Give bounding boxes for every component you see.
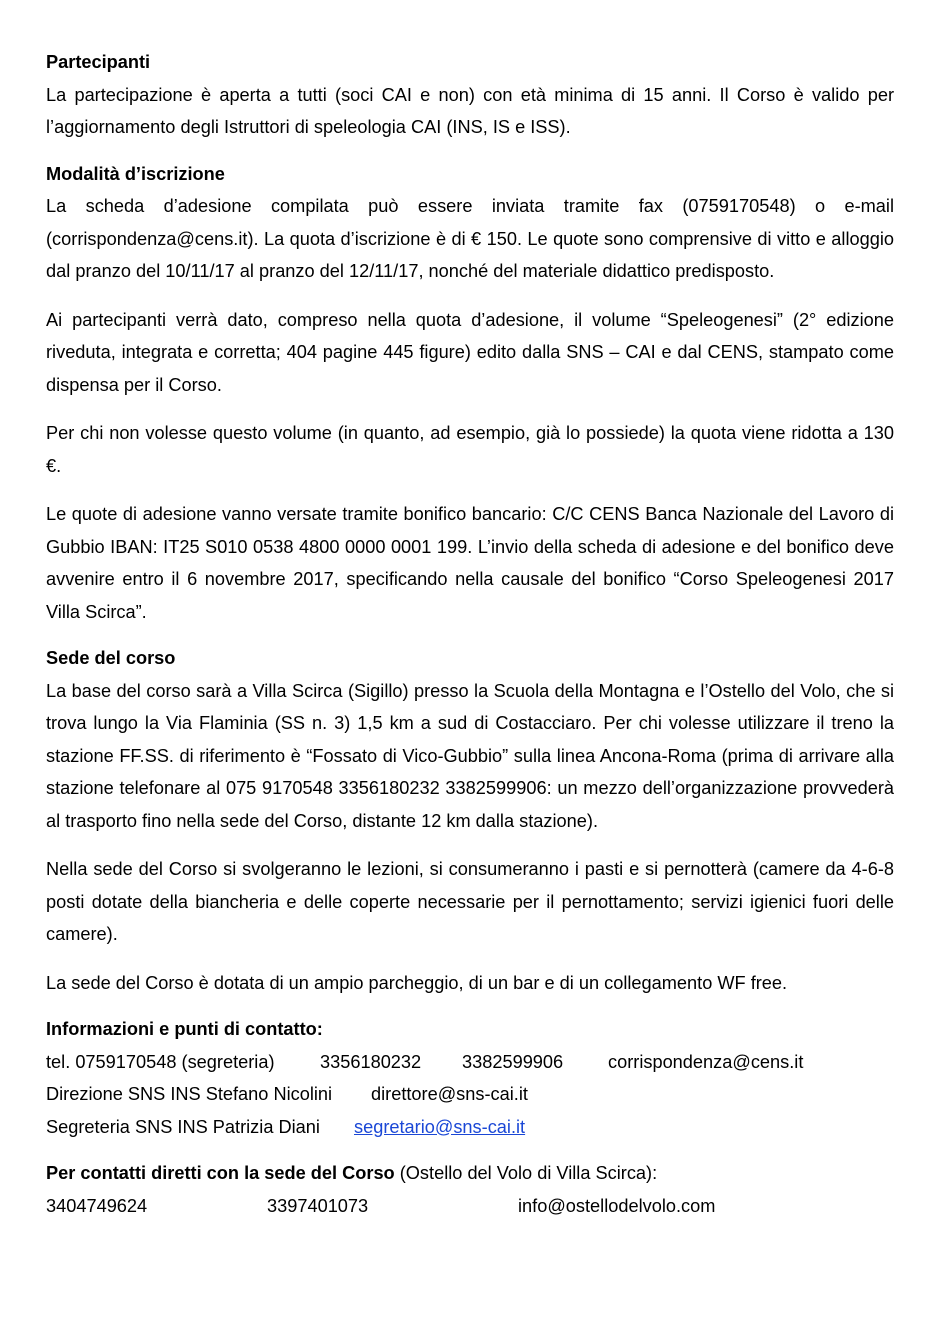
ostello-phone-2: 3397401073 [267,1195,369,1216]
spacer [46,837,894,853]
phone-mobile-1: 3356180232 [320,1051,422,1072]
spacer [46,1143,894,1157]
document-page [46,46,894,1222]
contact-row-ostello [46,1190,894,1223]
contatti-diretti-bold: Per contatti diretti con la sede del Corso [46,1163,395,1183]
modalita-paragraph-4: Le quote di adesione vanno versate tramite bonifico bancario: C/C CENS Banca Nazionale del Lavoro di Gubbio IBAN: IT25 S010 0538 4800 0000 0001 199. L’invio della scheda di adesione e del bonifico deve avvenire entro il 6 novembre 2017, specificando nella causale del bonifico “Corso Speleogenesi 2017 Villa Scirca”. [46,504,894,622]
spacer [46,288,894,304]
spacer [46,951,894,967]
direzione-label: Direzione SNS INS Stefano Nicolini [46,1084,333,1104]
modalita-paragraph-3: Per chi non volesse questo volume (in quanto, ad esempio, già lo possiede) la quota viene ridotta a 130 €. [46,423,894,476]
contact-row-direzione [46,1078,894,1111]
sede-paragraph-1: La base del corso sarà a Villa Scirca (Sigillo) presso la Scuola della Montagna e l’Ostello del Volo, che si trova lungo la Via Flaminia (SS n. 3) 1,5 km a sud di Costacciaro. Per chi volesse utilizzare il treno la stazione FF.SS. di riferimento è “Fossato di Vico-Gubbio” sulla linea Ancona-Roma (prima di arrivare alla stazione telefonare al 075 9170548 3356180232 3382599906: un mezzo dell’organizzazione provvederà al trasporto fino nella sede del Corso, distante 12 km dalla stazione). [46,680,894,831]
spacer [46,482,894,498]
email-direttore[interactable]: direttore@sns-cai.it [371,1084,528,1104]
modalita-paragraph-2: Ai partecipanti verrà dato, compreso nella quota d’adesione, il volume “Speleogenesi” (2° edizione riveduta, integrata e corretta; 404 pagine 445 figure) edito dalla SNS – CAI e dal CENS, stampato come dispensa per il Corso. [46,309,894,395]
sede-paragraph-2: Nella sede del Corso si svolgeranno le lezioni, si consumeranno i pasti e si pernotterà (camere da 4-6-8 posti dotate della biancheria e delle coperte necessarie per il pernottamento; servizi igienici fuori delle camere). [46,859,894,944]
ostello-phone-1: 3404749624 [46,1195,148,1216]
spacer [46,628,894,642]
email-ostello[interactable]: info@ostellodelvolo.com [518,1195,716,1216]
contatti-diretti-rest: (Ostello del Volo di Villa Scirca): [394,1163,658,1183]
phone-segreteria: tel. 0759170548 (segreteria) [46,1051,275,1072]
spacer [46,999,894,1013]
modalita-paragraph-1: La scheda d’adesione compilata può essere inviata tramite fax (0759170548) o e-mail (corrispondenza@cens.it). La quota d’iscrizione è di € 150. Le quote sono comprensive di vitto e alloggio dal pranzo del 10/11/17 al pranzo del 12/11/17, nonché del materiale didattico predisposto. [46,196,894,281]
email-segretario-link[interactable]: segretario@sns-cai.it [354,1116,526,1137]
contact-row-phones [46,1046,894,1079]
email-cens[interactable]: corrispondenza@cens.it [608,1051,804,1072]
heading-contatti-diretti [46,1157,894,1190]
phone-mobile-2: 3382599906 [462,1051,564,1072]
segreteria-label: Segreteria SNS INS Patrizia Diani [46,1116,320,1137]
heading-sede-corso: Sede del corso [46,648,176,668]
contact-row-segreteria [46,1111,894,1144]
sede-paragraph-3: La sede del Corso è dotata di un ampio parcheggio, di un bar e di un collegamento WF free. [46,972,788,993]
heading-partecipanti: Partecipanti [46,52,151,72]
spacer [46,144,894,158]
heading-modalita-iscrizione: Modalità d’iscrizione [46,163,225,184]
partecipanti-text: La partecipazione è aperta a tutti (soci CAI e non) con età minima di 15 anni. Il Corso è valido per l’aggiornamento degli Istruttori di speleologia CAI (INS, IS e ISS). [46,84,894,137]
spacer [46,401,894,417]
heading-contatti: Informazioni e punti di contatto: [46,1019,323,1039]
